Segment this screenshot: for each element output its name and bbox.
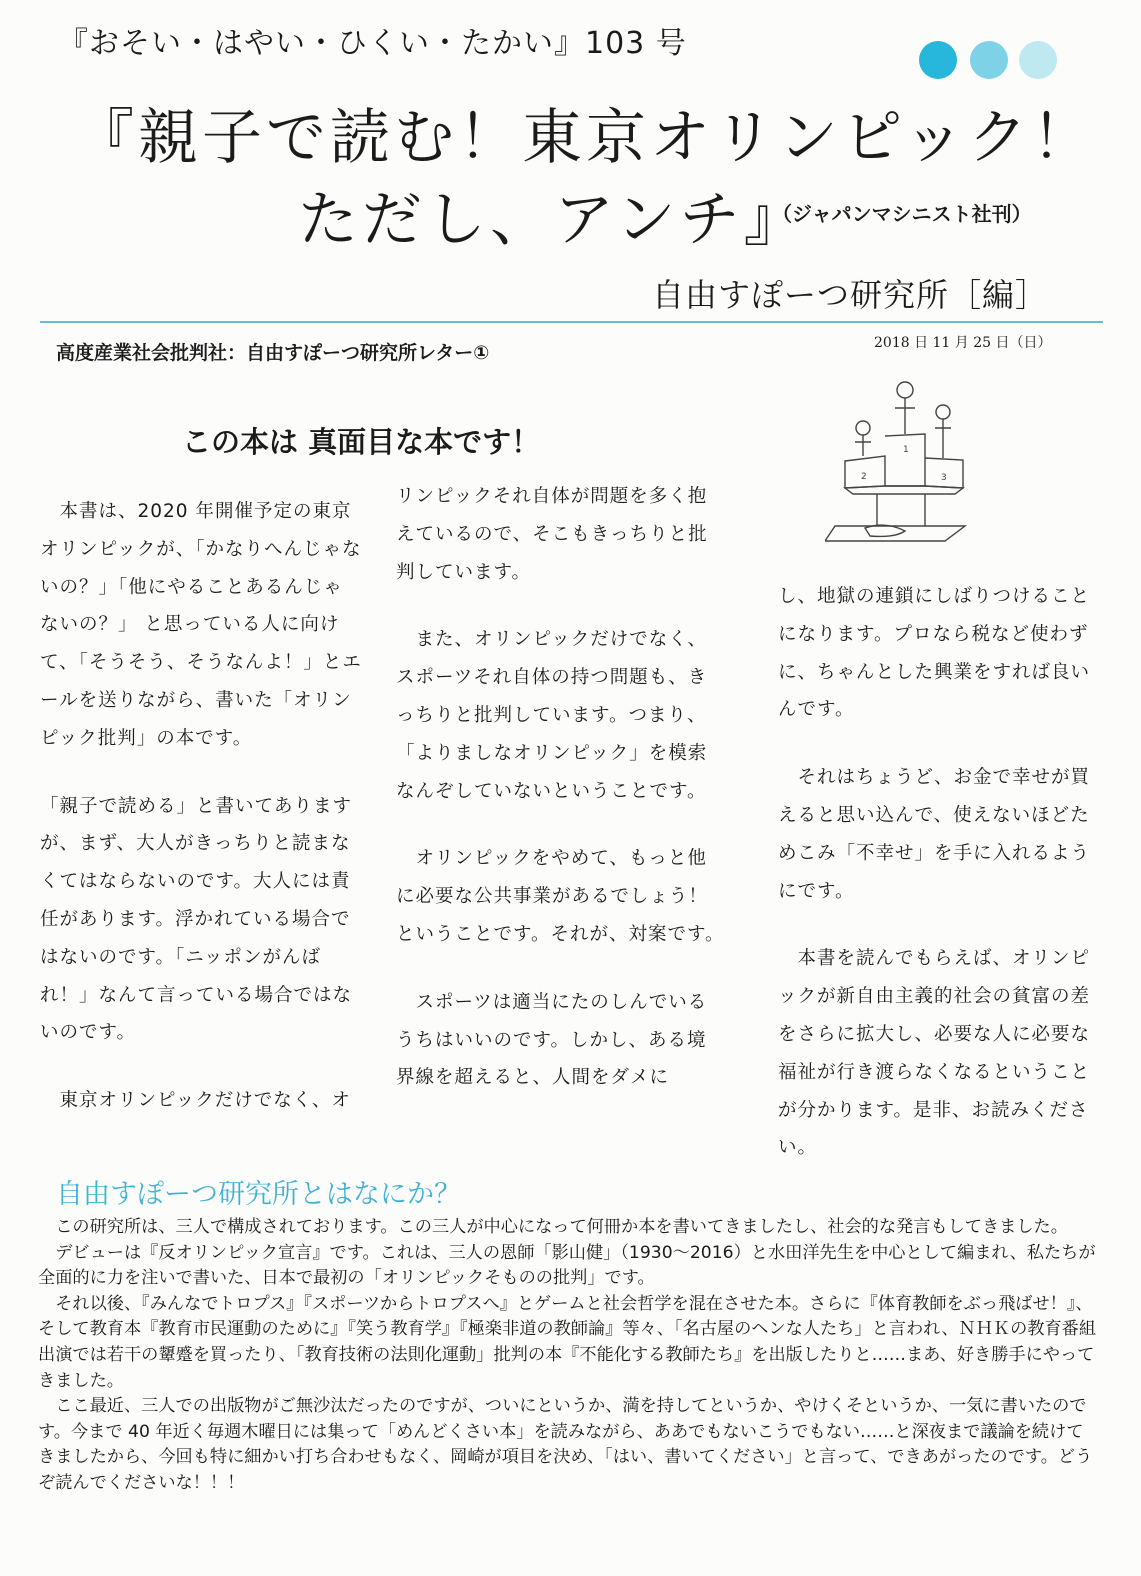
paragraph: 本書は、2020 年開催予定の東京オリンピックが、「かなりへんじゃないの？」「他にやることあるんじゃないの？」 と思っている人に向けて、「そうそう、そうなんよ！」とエールを送りながら、書いた「オリンピック批判」の本です。 [40,501,362,749]
svg-text:1: 1 [903,445,909,455]
article-column-1 [40,493,362,1150]
editor-label: 自由すぽーつ研究所［編］ [652,276,1049,314]
about-paragraph: ここ最近、三人での出版物がご無沙汰だったのですが、ついにというか、満を持してというか、やけくそというか、一気に書いたのです。今まで 40 年近く毎週木曜日には集って「めんどくさい本」を読みながら、ああでもないこうでもない……と深夜まで議論を続けてきましたから、今回も特に細かい打ち合わせもなく、岡崎が項目を決め、「はい、書いてください」と言って、できあがったのです。どうぞ読んでくださいな！！！ [38,1396,1093,1493]
issue-date: 2018 日 11 月 25 日（日） [874,335,1052,351]
about-paragraph: デビューは『反オリンピック宣言』です。これは、三人の恩師「影山健」（1930〜2016）と水田洋先生を中心として編まれ、私たちが全面的に力を注いで書いた、日本で最初の「オリンピックそものの批判」です。 [38,1242,1096,1289]
paragraph: リンピックそれ自体が問題を多く抱えているので、そこもきっちりと批判しています。 [396,486,708,583]
article-heading: この本は 真面目な本です！ [182,425,541,459]
book-title-line2: ただし、アンチ』 [298,185,808,255]
publisher-label: （ジャパンマシニスト社刊） [772,202,1032,226]
paragraph: また、オリンピックだけでなく、スポーツそれ自体の持つ問題も、きっちりと批判しています。つまり、「よりましなオリンピック」を模索なんぞしていないということです。 [396,629,708,802]
header-divider [40,321,1103,323]
book-title-line1: 『親子で読む！東京オリンピック！ [74,103,1096,173]
paragraph: オリンピックをやめて、もっと他に必要な公共事業があるでしょう！ということです。それが、対案です。 [396,848,725,945]
paragraph: 「親子で読める」と書いてありますが、まず、大人がきっちりと読まなくてはならないのです。大人には責任があります。浮かれている場合ではないのです。「ニッポンがんばれ！」なんて言っている場合ではないのです。 [40,795,353,1044]
paragraph: し、地獄の連鎖にしばりつけることになります。プロなら税など使わずに、ちゃんとした興業をすれば良いんです。 [778,586,1091,721]
svg-text:2: 2 [861,472,867,482]
letter-name: 高度産業社会批判社：自由すぽーつ研究所レター① [56,342,490,364]
about-paragraph: この研究所は、三人で構成されております。この三人が中心になって何冊か本を書いてきましたし、社会的な発言もしてきました。 [38,1217,1068,1237]
decor-dot-3 [1019,41,1057,79]
podium-illustration [825,376,975,546]
issue-label: 『おそい・はやい・ひくい・たかい』103 号 [58,26,687,61]
decor-dot-1 [919,41,957,79]
svg-text:3: 3 [941,473,947,483]
article-column-3 [778,578,1093,1197]
about-heading: 自由すぽーつ研究所とはなにか？ [56,1179,461,1210]
about-section [38,1215,1100,1497]
paragraph: 本書を読んでもらえば、オリンピックが新自由主義的社会の貧富の差をさらに拡大し、必要な人に必要な福祉が行き渡らなくなるということが分かります。是非、お読みください。 [778,948,1091,1159]
paragraph: それはちょうど、お金で幸せが買えると思い込んで、使えないほどためこみ「不幸せ」を手に入れるようにです。 [778,767,1091,902]
paragraph: 東京オリンピックだけでなく、オ [40,1090,351,1112]
decor-dot-2 [970,41,1008,79]
article-column-2 [396,478,726,1127]
paragraph: スポーツは適当にたのしんでいるうちはいいのです。しかし、ある境界線を超えると、人間をダメに [396,991,708,1089]
about-paragraph: それ以後、『みんなでトロプス』『スポーツからトロプスへ』とゲームと社会哲学を混在させた本。さらに『体育教師をぶっ飛ばせ！』、そして教育本『教育市民運動のために』『笑う教育学』『極楽非道の教師論』等々、「名古屋のヘンな人たち」と言われ、ＮＨＫの教育番組出演では若干の顰蹙を買ったり、「教育技術の法則化運動」批判の本『不能化する教師たち』を出版したりと……まあ、好き勝手にやってきました。 [38,1293,1097,1391]
